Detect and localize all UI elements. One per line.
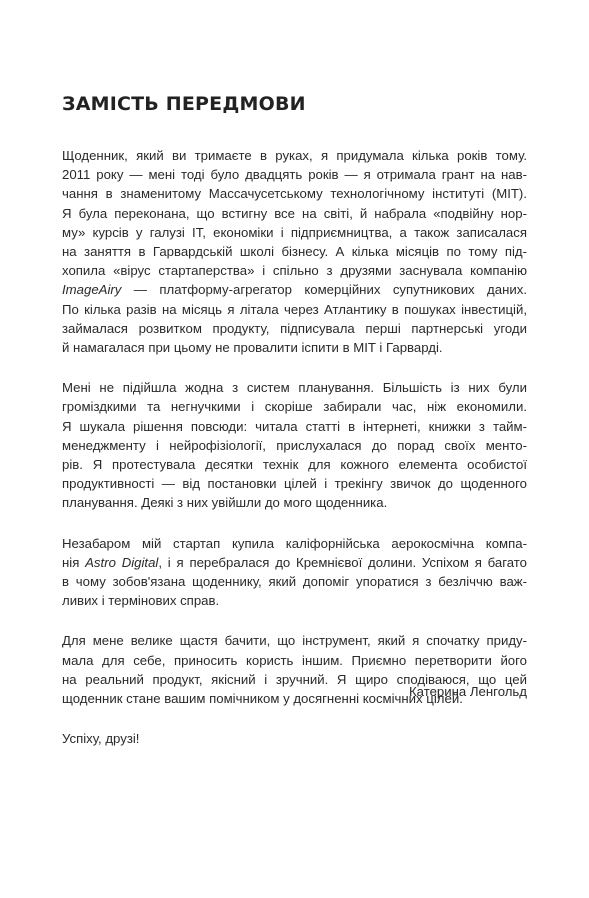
text-line: мала для себе, приносить користь іншим. Приємно перетворити його	[62, 652, 527, 668]
text-line: на заняття в Гарвардській школі бізнесу. А кілька місяців по тому під-	[62, 244, 527, 260]
text-line: Щоденник, який ви тримаєте в руках, я придумала кілька років тому.	[62, 148, 527, 163]
text-line: щоденник стане вашим помічником у досягненні космічних цілей.	[62, 691, 463, 707]
italic-term: ImageAiry	[62, 282, 122, 298]
text-line: й намагалася при цьому не провалити іспити в MIT і Гарварді.	[62, 340, 443, 356]
text-line: му» курсів у галузі IT, економіки і підприємництва, а також записалася	[62, 224, 527, 240]
text-line: ImageAiry — платформу-агрегатор комерційних супутникових даних.	[62, 282, 527, 298]
text-line: планування. Деякі з них увійшли до мого щоденника.	[62, 495, 388, 511]
author-signature: Катерина Ленгольд	[408, 684, 527, 699]
text-line: Для мене велике щастя бачити, що інструмент, який я спочатку приду-	[62, 633, 527, 649]
text-line: Я шукала рішення повсюди: читала статті в інтернеті, книжки з тайм-	[62, 418, 527, 434]
paragraph-2	[62, 378, 527, 512]
text-line: нія Astro Digital, і я перебралася до Кремнієвої долини. Успіхом я багато	[62, 554, 527, 570]
text-line: хопила «вірус стартаперства» і спільно з друзями заснувала компанію	[62, 263, 527, 279]
text-line: займалася розвитком продукту, підписувала перші партнерські угоди	[62, 320, 527, 336]
text-line: в чому зобов'язана щоденнику, який допоміг упоратися з безліччю важ-	[62, 574, 527, 590]
paragraph-3	[62, 534, 527, 611]
text-line: на реальний продукт, якісний і зручний. Я щиро сподіваюся, що цей	[62, 671, 527, 687]
closing-greeting: Успіху, друзі!	[62, 731, 140, 747]
text-line: рів. Я протестувала десятки технік для кожного елемента особистої	[62, 457, 527, 473]
italic-term: Astro Digital	[85, 554, 159, 570]
page-title: ЗАМІСТЬ ПЕРЕДМОВИ	[62, 93, 306, 115]
text-line: громіздкими та негнучкими і скоріше забирали час, ніж економили.	[62, 399, 527, 415]
text-line: менеджменту і нейрофізіології, прислухалася до порад своїх менто-	[62, 437, 527, 453]
paragraph-1	[62, 146, 527, 357]
text-line: Мені не підійшла жодна з систем планування. Більшість із них були	[62, 380, 527, 396]
text-line: Я була переконана, що встигну все на світі, й набрала «подвійну нор-	[62, 205, 527, 221]
text-line: ливих і термінових справ.	[62, 593, 220, 609]
text-line: чання в знаменитому Массачусетському технологічному інституті (MIT).	[62, 186, 527, 202]
body-text	[62, 146, 527, 748]
text-line: продуктивності — від постановки цілей і трекінгу звичок до щоденного	[62, 476, 527, 492]
text-line: 2011 року — мені тоді було двадцять років — я отримала грант на нав-	[62, 167, 527, 183]
text-line: По кілька разів на місяць я літала через Атлантику в пошуках інвестицій,	[62, 301, 527, 317]
text-line: Незабаром мій стартап купила каліфорнійська аерокосмічна компа-	[62, 535, 527, 551]
